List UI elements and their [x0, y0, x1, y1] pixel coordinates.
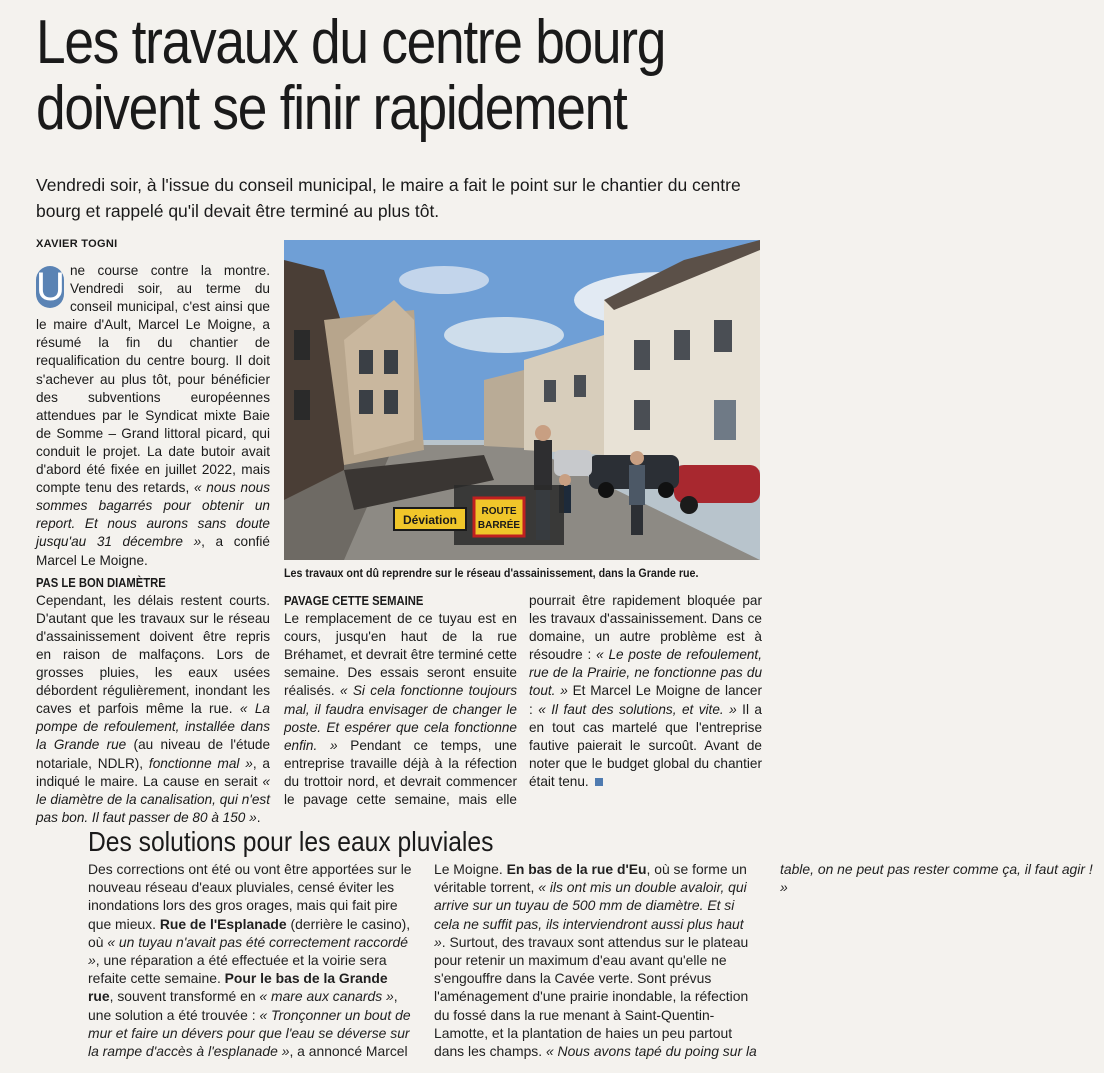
paragraph-3-end-2: Il a en tout cas martelé que l'entreprise fautive paierait le surcoût. Avant de noter que le budget global du chantier était tenu. [529, 701, 762, 789]
paragraph-2-mid: (au niveau de l'étude notariale, NDLR), [36, 737, 270, 771]
box-text-2: (derrière le casino), où [88, 915, 411, 950]
paragraph-2-mid-2: , a indiqué le maire. La cause en serait [36, 755, 270, 789]
road-closed-label-2: BARRÉE [477, 520, 521, 531]
box-paragraph [88, 860, 1104, 1070]
article-paragraph-1 [36, 262, 270, 570]
paragraph-3-end: Pendant ce temps, une entreprise travaille déjà à la réfection du trottoir nord, et devrait commencer le pavage cette semaine, mais elle pourrait être rapidement bloquée par les travaux d'assainissement. Dans ce domaine, un autre problème est à résoudre : [284, 593, 762, 808]
headline-line-1: Les travaux du centre bourg [36, 8, 666, 77]
byline: XAVIER TOGNI [36, 238, 118, 250]
paragraph-3-quote-2: « Le poste de refoulement, rue de la Prairie, ne fonctionne pas du tout. » [529, 647, 762, 699]
subheading-pavage: PAVAGE CETTE SEMAINE [284, 594, 424, 608]
box-text-7: , où se forme un véritable torrent, [434, 861, 747, 896]
paragraph-2-quote-1: « La pompe de refoulement, installée dans la Grande rue [36, 701, 270, 753]
paragraph-1-quote: « nous nous sommes bagarrés pour obtenir un report. Et nous aurons sans doute jusqu'au 31 décembre » [36, 480, 270, 550]
box-quote-1: « un tuyau n'avait pas été correctement raccordé » [88, 933, 409, 969]
headline-line-2: doivent se finir rapidement [36, 74, 627, 143]
box-text-4: , souvent transformé en [109, 988, 260, 1005]
box-quote-3: « Tronçonner un bout de mur et faire un dévers pour que l'eau se déverse sur la rampe d'accès à l'esplanade » [88, 1006, 411, 1060]
box-text-1: Des corrections ont été ou vont être apportées sur le nouveau réseau d'eaux pluviales, censé éviter les inondations lors des gros orages, mais qui fait pire que mieux. [88, 861, 412, 932]
paragraph-3-mid: Et Marcel Le Moigne de lancer : [529, 683, 762, 717]
article-column-1 [36, 262, 270, 827]
photo-caption: Les travaux ont dû reprendre sur le réseau d'assainissement, dans la Grande rue. [284, 568, 699, 580]
paragraph-3-text: Le remplacement de ce tuyau est en cours, jusqu'en haut de la rue Bréhamet, et devrait être terminé cette semaine. Des essais seront ensuite réalisés. [284, 611, 517, 699]
article-columns-2-3 [284, 592, 762, 820]
box-text-5: , une solution a été trouvée : [88, 988, 398, 1023]
paragraph-1-text: ne course contre la montre. Vendredi soir, au terme du conseil municipal, c'est ainsi que le maire d'Ault, Marcel Le Moigne, a résumé la fin du chantier de requalification du centre bourg. Il doit s'achever au plus tôt, pour bénéficier des subventions européennes attendues par le Syndicat mixte Baie de Somme – Grand littoral picard, qui conduit le projet. La date butoir avait d'abord été fixée en juillet 2022, mais compte tenu des retards, [36, 263, 270, 496]
box-body [88, 860, 1093, 1070]
box-text-6: , a annoncé Marcel Le Moigne. [289, 861, 507, 1060]
road-closed-label-1: ROUTE [481, 506, 517, 517]
road-closed-sign [474, 498, 524, 536]
article-paragraph-2 [36, 592, 270, 827]
paragraph-3-quote-3: « Il faut des solutions, et vite. » [538, 701, 737, 717]
box-title: Des solutions pour les eaux pluviales [88, 826, 494, 857]
end-of-article-mark [595, 778, 603, 786]
box-quote-2: « mare aux canards » [259, 988, 394, 1005]
box-quote-5: « Nous avons tapé du poing sur la table, on ne peut pas rester comme ça, il faut agir ! » [545, 861, 1093, 1060]
box-quote-4: « ils ont mis un double avaloir, qui arrive sur un tuyau de 500 mm de diamètre. Et si cela ne suffit pas, ils interviendront aussi plus haut » [434, 879, 747, 950]
subheading-diametre: PAS LE BON DIAMÈTRE [36, 575, 166, 590]
paragraph-2-quote-2: fonctionne mal » [148, 755, 253, 771]
box-text-8: . Surtout, des travaux sont attendus sur le plateau pour retenir un maximum d'eau avant qu'elle ne s'engouffre dans la Cavée verte. Sont prévus l'aménagement d'une prairie inondable, la réfection du fossé dans la rue menant à Saint-Quentin-Lamotte, et la plantation de haies un peu partout dans les champs. [434, 933, 749, 1060]
box-lead-esplanade: Rue de l'Esplanade [159, 915, 287, 932]
drop-cap: U [36, 265, 65, 309]
headline [36, 10, 664, 142]
article-paragraph-3 [284, 592, 762, 809]
paragraph-1-end: , a confié Marcel Le Moigne. [36, 534, 270, 568]
paragraph-2-end: . [256, 809, 261, 825]
street-photo [284, 240, 760, 560]
box-lead-grande-rue: Pour le bas de la Grande rue [88, 970, 388, 1005]
box-text-3: , une réparation a été effectuée et la voirie sera refaite cette semaine. [88, 952, 387, 987]
deviation-sign-label: Déviation [402, 513, 458, 527]
standfirst: Vendredi soir, à l'issue du conseil municipal, le maire a fait le point sur le chantier du centre bourg et rappelé qu'il devait être terminé au plus tôt. [36, 175, 741, 221]
paragraph-2-quote-3: « le diamètre de la canalisation, qui n'est pas bon. Il faut passer de 80 à 150 » [36, 773, 270, 825]
deviation-sign [394, 508, 466, 530]
paragraph-3-quote: « Si cela fonctionne toujours mal, il faudra envisager de changer le poste. Et espérer que cela fonctionne enfin. » [284, 683, 517, 753]
box-lead-rue-d-eu: En bas de la rue d'Eu [506, 861, 647, 877]
paragraph-2-text: Cependant, les délais restent courts. D'autant que les travaux sur le réseau d'assainissement doivent être repris en raison de malfaçons. Lors de grosses pluies, les eaux usées débordent régulièrement, inondant les caves et parfois même la rue. [36, 592, 270, 717]
